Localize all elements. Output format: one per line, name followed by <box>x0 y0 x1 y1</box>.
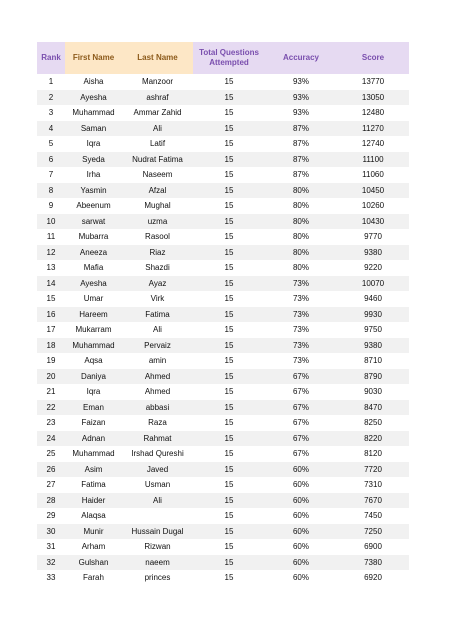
first-name-cell: Muhammad <box>65 446 122 462</box>
first-name-cell: Eman <box>65 400 122 416</box>
table-row <box>37 291 409 307</box>
last-name-cell: Ali <box>122 121 193 137</box>
score-cell: 8120 <box>337 446 409 462</box>
last-name-cell: Fatima <box>122 307 193 323</box>
score-cell: 7450 <box>337 508 409 524</box>
score-cell: 9220 <box>337 260 409 276</box>
score-cell: 9770 <box>337 229 409 245</box>
total-questions-cell: 15 <box>193 198 265 214</box>
results-table <box>37 42 409 586</box>
total-questions-cell: 15 <box>193 539 265 555</box>
score-cell: 9460 <box>337 291 409 307</box>
table-row <box>37 431 409 447</box>
rank-cell: 1 <box>37 74 65 90</box>
rank-cell: 31 <box>37 539 65 555</box>
table-row <box>37 245 409 261</box>
score-cell: 13770 <box>337 74 409 90</box>
last-name-cell: Ahmed <box>122 384 193 400</box>
last-name-cell: Raza <box>122 415 193 431</box>
table-row <box>37 477 409 493</box>
total-questions-cell: 15 <box>193 431 265 447</box>
accuracy-cell: 80% <box>265 214 337 230</box>
total-questions-cell: 15 <box>193 136 265 152</box>
rank-cell: 14 <box>37 276 65 292</box>
total-questions-cell: 15 <box>193 74 265 90</box>
score-cell: 11100 <box>337 152 409 168</box>
accuracy-cell: 60% <box>265 477 337 493</box>
last-name-cell <box>122 508 193 524</box>
rank-cell: 5 <box>37 136 65 152</box>
score-cell: 10430 <box>337 214 409 230</box>
total-questions-cell: 15 <box>193 260 265 276</box>
rank-cell: 33 <box>37 570 65 586</box>
last-name-cell: Javed <box>122 462 193 478</box>
last-name-cell: uzma <box>122 214 193 230</box>
first-name-cell: Muhammad <box>65 105 122 121</box>
score-cell: 7380 <box>337 555 409 571</box>
score-cell: 9380 <box>337 338 409 354</box>
first-name-cell: Alaqsa <box>65 508 122 524</box>
rank-cell: 7 <box>37 167 65 183</box>
first-name-cell: Arham <box>65 539 122 555</box>
total-questions-cell: 15 <box>193 276 265 292</box>
total-questions-cell: 15 <box>193 508 265 524</box>
table-header <box>37 42 409 74</box>
rank-cell: 29 <box>37 508 65 524</box>
total-questions-cell: 15 <box>193 152 265 168</box>
total-questions-cell: 15 <box>193 121 265 137</box>
score-cell: 12740 <box>337 136 409 152</box>
rank-cell: 3 <box>37 105 65 121</box>
total-questions-cell: 15 <box>193 183 265 199</box>
last-name-cell: Ayaz <box>122 276 193 292</box>
score-cell: 7310 <box>337 477 409 493</box>
first-name-cell: Ayesha <box>65 276 122 292</box>
header-rank: Rank <box>37 42 65 74</box>
table-row <box>37 353 409 369</box>
total-questions-cell: 15 <box>193 307 265 323</box>
last-name-cell: Usman <box>122 477 193 493</box>
first-name-cell: Saman <box>65 121 122 137</box>
header-score: Score <box>337 42 409 74</box>
first-name-cell: Faizan <box>65 415 122 431</box>
first-name-cell: Ayesha <box>65 90 122 106</box>
header-total-questions: Total Questions Attempted <box>193 42 265 74</box>
accuracy-cell: 87% <box>265 167 337 183</box>
table-row <box>37 121 409 137</box>
last-name-cell: Pervaiz <box>122 338 193 354</box>
rank-cell: 30 <box>37 524 65 540</box>
last-name-cell: Ali <box>122 322 193 338</box>
rank-cell: 12 <box>37 245 65 261</box>
total-questions-cell: 15 <box>193 369 265 385</box>
table-row <box>37 384 409 400</box>
table-row <box>37 307 409 323</box>
table-row <box>37 369 409 385</box>
score-cell: 9930 <box>337 307 409 323</box>
accuracy-cell: 87% <box>265 136 337 152</box>
accuracy-cell: 87% <box>265 152 337 168</box>
score-cell: 11060 <box>337 167 409 183</box>
accuracy-cell: 73% <box>265 338 337 354</box>
header-accuracy: Accuracy <box>265 42 337 74</box>
table-row <box>37 229 409 245</box>
rank-cell: 10 <box>37 214 65 230</box>
rank-cell: 13 <box>37 260 65 276</box>
accuracy-cell: 73% <box>265 353 337 369</box>
score-cell: 7720 <box>337 462 409 478</box>
first-name-cell: Mubarra <box>65 229 122 245</box>
last-name-cell: Nudrat Fatima <box>122 152 193 168</box>
accuracy-cell: 93% <box>265 90 337 106</box>
last-name-cell: naeem <box>122 555 193 571</box>
accuracy-cell: 87% <box>265 121 337 137</box>
last-name-cell: Irshad Qureshi <box>122 446 193 462</box>
rank-cell: 21 <box>37 384 65 400</box>
accuracy-cell: 67% <box>265 384 337 400</box>
accuracy-cell: 80% <box>265 245 337 261</box>
rank-cell: 24 <box>37 431 65 447</box>
total-questions-cell: 15 <box>193 493 265 509</box>
rank-cell: 9 <box>37 198 65 214</box>
last-name-cell: Afzal <box>122 183 193 199</box>
last-name-cell: Ammar Zahid <box>122 105 193 121</box>
accuracy-cell: 80% <box>265 260 337 276</box>
total-questions-cell: 15 <box>193 555 265 571</box>
last-name-cell: ashraf <box>122 90 193 106</box>
last-name-cell: Ali <box>122 493 193 509</box>
first-name-cell: Irha <box>65 167 122 183</box>
table-row <box>37 152 409 168</box>
score-cell: 12480 <box>337 105 409 121</box>
score-cell: 6920 <box>337 570 409 586</box>
table-row <box>37 74 409 90</box>
header-last-name: Last Name <box>122 42 193 74</box>
accuracy-cell: 60% <box>265 493 337 509</box>
score-cell: 10070 <box>337 276 409 292</box>
rank-cell: 25 <box>37 446 65 462</box>
accuracy-cell: 60% <box>265 539 337 555</box>
accuracy-cell: 73% <box>265 307 337 323</box>
accuracy-cell: 93% <box>265 74 337 90</box>
total-questions-cell: 15 <box>193 229 265 245</box>
total-questions-cell: 15 <box>193 338 265 354</box>
accuracy-cell: 80% <box>265 198 337 214</box>
rank-cell: 26 <box>37 462 65 478</box>
rank-cell: 16 <box>37 307 65 323</box>
score-cell: 13050 <box>337 90 409 106</box>
first-name-cell: Mukarram <box>65 322 122 338</box>
last-name-cell: Rasool <box>122 229 193 245</box>
first-name-cell: Abeenum <box>65 198 122 214</box>
accuracy-cell: 67% <box>265 400 337 416</box>
rank-cell: 32 <box>37 555 65 571</box>
first-name-cell: Aneeza <box>65 245 122 261</box>
last-name-cell: Mughal <box>122 198 193 214</box>
table-row <box>37 198 409 214</box>
first-name-cell: Munir <box>65 524 122 540</box>
total-questions-cell: 15 <box>193 105 265 121</box>
first-name-cell: Umar <box>65 291 122 307</box>
accuracy-cell: 73% <box>265 276 337 292</box>
last-name-cell: princes <box>122 570 193 586</box>
rank-cell: 27 <box>37 477 65 493</box>
first-name-cell: Aisha <box>65 74 122 90</box>
table-row <box>37 570 409 586</box>
rank-cell: 22 <box>37 400 65 416</box>
total-questions-cell: 15 <box>193 353 265 369</box>
accuracy-cell: 67% <box>265 446 337 462</box>
score-cell: 8710 <box>337 353 409 369</box>
score-cell: 9750 <box>337 322 409 338</box>
table-body <box>37 74 409 586</box>
first-name-cell: Iqra <box>65 136 122 152</box>
rank-cell: 11 <box>37 229 65 245</box>
accuracy-cell: 60% <box>265 508 337 524</box>
table-row <box>37 446 409 462</box>
table-row <box>37 539 409 555</box>
table-row <box>37 136 409 152</box>
first-name-cell: Mafia <box>65 260 122 276</box>
table-row <box>37 214 409 230</box>
rank-cell: 8 <box>37 183 65 199</box>
last-name-cell: Manzoor <box>122 74 193 90</box>
rank-cell: 4 <box>37 121 65 137</box>
accuracy-cell: 67% <box>265 415 337 431</box>
table-row <box>37 322 409 338</box>
accuracy-cell: 93% <box>265 105 337 121</box>
last-name-cell: abbasi <box>122 400 193 416</box>
last-name-cell: Riaz <box>122 245 193 261</box>
score-cell: 7250 <box>337 524 409 540</box>
accuracy-cell: 67% <box>265 431 337 447</box>
score-cell: 8470 <box>337 400 409 416</box>
accuracy-cell: 60% <box>265 555 337 571</box>
total-questions-cell: 15 <box>193 524 265 540</box>
first-name-cell: Asim <box>65 462 122 478</box>
table-row <box>37 260 409 276</box>
table-row <box>37 167 409 183</box>
table-row <box>37 555 409 571</box>
last-name-cell: Shazdi <box>122 260 193 276</box>
accuracy-cell: 80% <box>265 183 337 199</box>
first-name-cell: Adnan <box>65 431 122 447</box>
last-name-cell: Rizwan <box>122 539 193 555</box>
rank-cell: 17 <box>37 322 65 338</box>
total-questions-cell: 15 <box>193 446 265 462</box>
rank-cell: 2 <box>37 90 65 106</box>
first-name-cell: Daniya <box>65 369 122 385</box>
first-name-cell: Muhammad <box>65 338 122 354</box>
table-row <box>37 508 409 524</box>
rank-cell: 6 <box>37 152 65 168</box>
last-name-cell: Virk <box>122 291 193 307</box>
last-name-cell: Rahmat <box>122 431 193 447</box>
table-row <box>37 415 409 431</box>
first-name-cell: Gulshan <box>65 555 122 571</box>
score-cell: 9030 <box>337 384 409 400</box>
header-row <box>37 42 409 74</box>
score-cell: 6900 <box>337 539 409 555</box>
first-name-cell: Aqsa <box>65 353 122 369</box>
table-row <box>37 276 409 292</box>
rank-cell: 18 <box>37 338 65 354</box>
rank-cell: 15 <box>37 291 65 307</box>
score-cell: 11270 <box>337 121 409 137</box>
total-questions-cell: 15 <box>193 245 265 261</box>
accuracy-cell: 60% <box>265 524 337 540</box>
last-name-cell: Ahmed <box>122 369 193 385</box>
total-questions-cell: 15 <box>193 214 265 230</box>
total-questions-cell: 15 <box>193 90 265 106</box>
accuracy-cell: 60% <box>265 570 337 586</box>
last-name-cell: Hussain Dugal <box>122 524 193 540</box>
accuracy-cell: 60% <box>265 462 337 478</box>
first-name-cell: sarwat <box>65 214 122 230</box>
total-questions-cell: 15 <box>193 477 265 493</box>
score-cell: 8250 <box>337 415 409 431</box>
total-questions-cell: 15 <box>193 570 265 586</box>
rank-cell: 20 <box>37 369 65 385</box>
table-row <box>37 462 409 478</box>
score-cell: 8790 <box>337 369 409 385</box>
last-name-cell: amin <box>122 353 193 369</box>
accuracy-cell: 80% <box>265 229 337 245</box>
table-row <box>37 90 409 106</box>
total-questions-cell: 15 <box>193 322 265 338</box>
table-row <box>37 183 409 199</box>
first-name-cell: Syeda <box>65 152 122 168</box>
total-questions-cell: 15 <box>193 167 265 183</box>
table-row <box>37 400 409 416</box>
table-row <box>37 105 409 121</box>
table-row <box>37 338 409 354</box>
score-cell: 7670 <box>337 493 409 509</box>
rank-cell: 19 <box>37 353 65 369</box>
score-cell: 10260 <box>337 198 409 214</box>
first-name-cell: Hareem <box>65 307 122 323</box>
total-questions-cell: 15 <box>193 384 265 400</box>
first-name-cell: Farah <box>65 570 122 586</box>
total-questions-cell: 15 <box>193 400 265 416</box>
last-name-cell: Naseem <box>122 167 193 183</box>
first-name-cell: Fatima <box>65 477 122 493</box>
first-name-cell: Yasmin <box>65 183 122 199</box>
last-name-cell: Latif <box>122 136 193 152</box>
table-row <box>37 493 409 509</box>
total-questions-cell: 15 <box>193 291 265 307</box>
total-questions-cell: 15 <box>193 462 265 478</box>
accuracy-cell: 73% <box>265 322 337 338</box>
accuracy-cell: 67% <box>265 369 337 385</box>
score-cell: 10450 <box>337 183 409 199</box>
table-row <box>37 524 409 540</box>
first-name-cell: Haider <box>65 493 122 509</box>
score-cell: 8220 <box>337 431 409 447</box>
rank-cell: 23 <box>37 415 65 431</box>
rank-cell: 28 <box>37 493 65 509</box>
accuracy-cell: 73% <box>265 291 337 307</box>
header-first-name: First Name <box>65 42 122 74</box>
total-questions-cell: 15 <box>193 415 265 431</box>
score-cell: 9380 <box>337 245 409 261</box>
first-name-cell: Iqra <box>65 384 122 400</box>
